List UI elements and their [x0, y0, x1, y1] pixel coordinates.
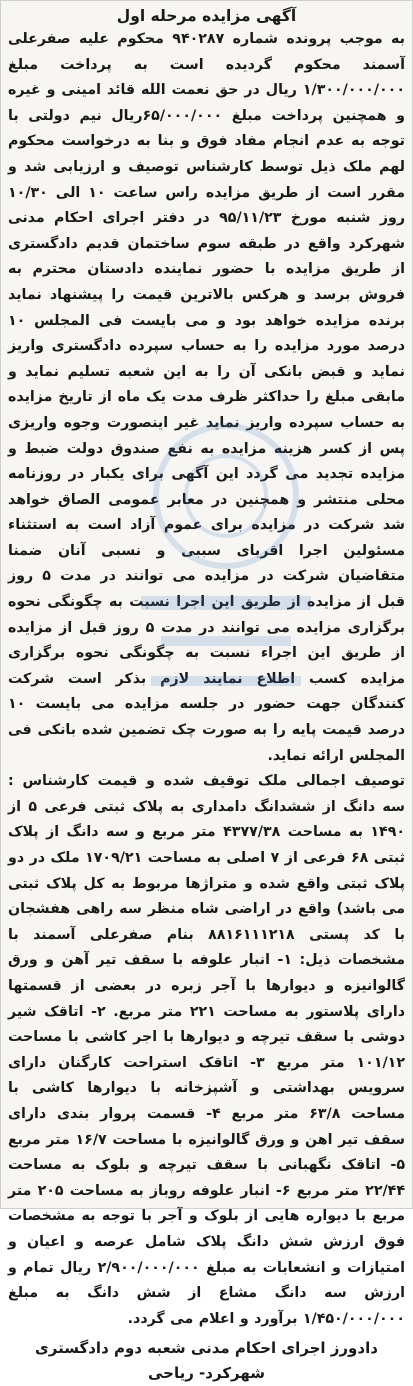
notice-body — [8, 27, 405, 1332]
notice-signature: دادورز اجرای احکام مدنی شعبه دوم دادگستری شهرکرد- ریاحی — [35, 1339, 378, 1383]
notice-paragraph-property-description: توصیف اجمالی ملک توقیف شده و قیمت کارشناس : سه دانگ از ششدانگ دامداری به پلاک ثبتی فرعی ۵ از ۱۴۹۰ به مساحت ۴۳۷۷/۳۸ متر مربع و سه دانگ از پلاک ثبتی ۶۸ فرعی از ۷ اصلی به مساحت ۱۷۰۹/۲۱ ملک در دو پلاک ثبتی واقع شده و متراژها مربوط به کل پلاک ثبتی می باشد) واقع در اراضی شاه منظر سه راهی هفشجان با کد پستی ۸۸۱۶۱۱۱۲۱۸ بنام صفرعلی آسمند با مشخصات ذیل: ۱- انبار علوفه با سقف تیر آهن و ورق گالوانیزه و دیوارها با آجر زبره در بعضی از قسمتها دارای پلاستور به مساحت ۲۲۱ متر مربع. ۲- اتاقک شیر دوشی با سقف تیرچه و دیوارها با اجر کاشی با مساحت ۱۰۱/۱۲ متر مربع ۳- اتاقک استراحت کارگنان دارای سرویس بهداشتی و آشپزخانه با دیوارها کاشی با مساحت ۶۳/۸ متر مربع ۴- قسمت پروار بندی دارای سقف تیر اهن و ورق گالوانیزه با مساحت ۱۶/۷ متر مربع ۵- اتاقک نگهبانی با سقف تیرچه و بلوک به مساحت ۲۲/۴۴ متر مربع ۶- انبار علوفه روباز به مساحت ۲۰۵ متر مربع با دیواره هایی از بلوک و آجر با توجه به مشخصات فوق ارزش شش دانگ پلاک شامل عرصه و اعیان و امتیازات و انشعابات به مبلغ ۲/۹۰۰/۰۰۰/۰۰۰ ریال تمام و ارزش سه دانگ مشاع از شش دانگ به مبلغ ۱/۴۵۰/۰۰۰/۰۰۰ برآورد و اعلام می گردد. — [8, 773, 406, 1327]
notice-paragraph-terms: به موجب پرونده شماره ۹۴۰۲۸۷ محکوم علیه صفرعلی آسمند محکوم گردیده است به پرداخت مبلغ ۱/۳۰۰/۰۰۰/۰۰۰ ریال در حق نعمت الله قائد امینی و غیره و همچنین پرداخت مبلغ ۶۵/۰۰۰/۰۰۰ریال نیم دولتی با توجه به عدم انجام مفاد فوق و بنا به درخواست محکوم لهم ملک ذیل توسط کارشناس توصیف و ارزیابی شد و مقرر است از طریق مزایده راس ساعت ۱۰ الی ۱۰/۳۰ روز شنبه مورخ ۹۵/۱۱/۲۳ در دفتر اجرای احکام مدنی شهرکرد واقع در طبقه سوم ساختمان قدیم دادگستری از طریق مزایده با حضور نماینده دادستان محترم به فروش برسد و هرکس بالاترین قیمت را پیشنهاد نماید برنده مزایده خواهد بود و می بایست فی المجلس ۱۰ درصد مورد مزایده را به حساب سپرده دادگستری واریز نماید و قبض بانکی آن را به این شعبه تسلیم نماید و مابقی مبلغ را حداکثر ظرف مدت یک ماه از تاریخ مزایده به حساب سپرده واریز نماید غیر اینصورت وجوه واریزی پس از کسر هزینه مزایده به نفع صندوق دولت ضبط و مزایده تجدید می گردد این آگهی برای یکبار در روزنامه محلی منتشر و همچنین در معابر عمومی الصاق خواهد شد شرکت در مزایده برای عموم آزاد است به استثناء مسئولین اجرا اقربای سببی و نسبی آنان ضمنا متقاضیان شرکت در مزایده می توانند در مدت ۵ روز قبل از مزایده از طریق این اجرا نسبت به چگونگی نحوه برگزاری مزایده می توانند در مدت ۵ روز قبل از مزایده از طریق این اجراء نسبت به چگونگی نحوه برگزاری مزایده کسب اطلاع نمایند لازم بذکر است شرکت کنندگان جهت حضور در جلسه مزایده می بایست ۱۰ درصد قیمت پایه را به صورت چک تضمین شده بانکی فی المجلس ارائه نماید. — [8, 31, 406, 764]
notice-title: آگهی مزایده مرحله اول — [116, 7, 297, 25]
